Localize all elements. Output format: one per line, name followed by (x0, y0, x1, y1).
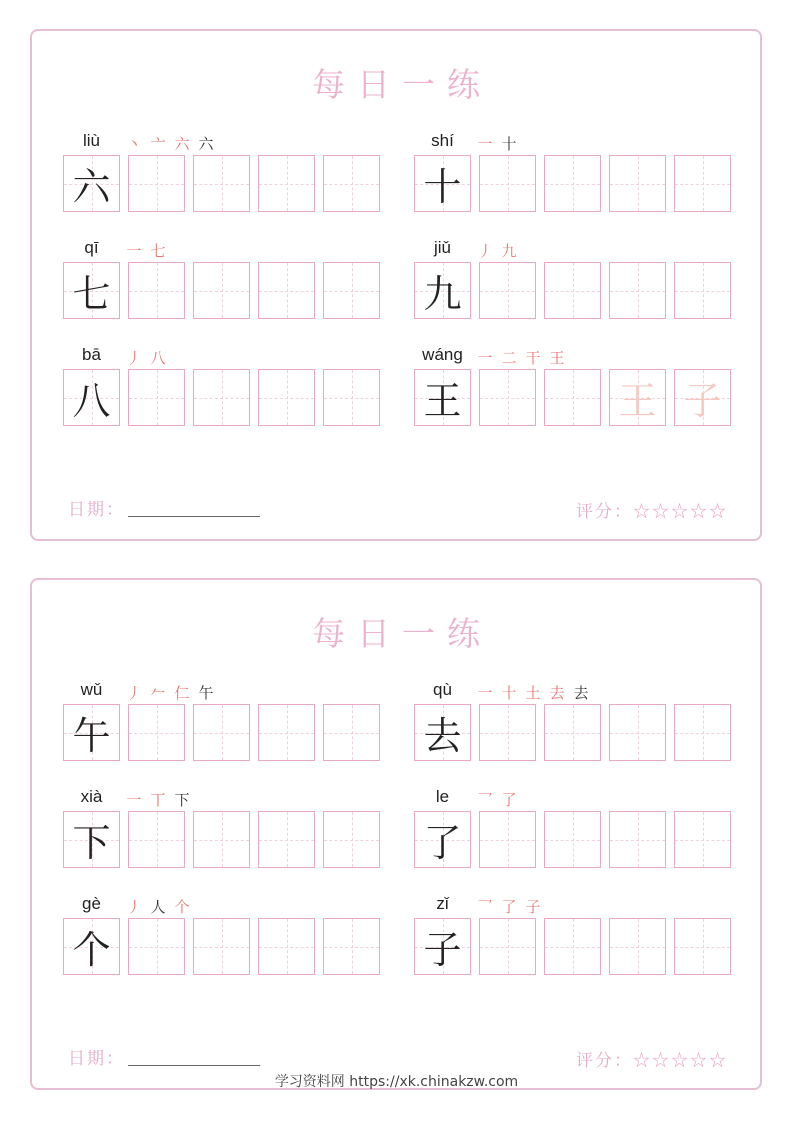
stroke-step: 了 (501, 898, 517, 916)
pinyin-label: qī (84, 238, 99, 257)
writing-grid (414, 811, 731, 868)
model-cell (63, 811, 120, 868)
model-cell (414, 918, 471, 975)
practice-cell[interactable] (128, 811, 185, 868)
stroke-step: 六 (198, 135, 214, 153)
practice-cell[interactable] (323, 155, 380, 212)
practice-cell[interactable] (193, 155, 250, 212)
writing-grid (63, 918, 380, 975)
stroke-step: 𠂉 (150, 684, 166, 702)
pinyin-label: wáng (422, 345, 463, 364)
model-character: 去 (423, 714, 462, 758)
practice-cell[interactable] (258, 918, 315, 975)
stroke-step: 土 (525, 684, 541, 702)
model-character: 六 (72, 165, 111, 209)
practice-cell[interactable] (258, 262, 315, 319)
model-character: 子 (423, 928, 462, 972)
practice-cell[interactable] (258, 704, 315, 761)
practice-cell[interactable] (479, 704, 536, 761)
practice-cell[interactable] (479, 262, 536, 319)
writing-grid (414, 918, 731, 975)
practice-cell[interactable] (323, 704, 380, 761)
stroke-step: 丅 (150, 791, 166, 809)
stroke-step: 丿 (126, 349, 142, 367)
stroke-step: 十 (501, 684, 517, 702)
pinyin-label: bā (82, 345, 101, 364)
writing-grid (414, 155, 731, 212)
model-character: 十 (423, 165, 462, 209)
model-character: 王 (423, 379, 462, 423)
model-character: 午 (72, 714, 111, 758)
practice-sheet-1 (30, 29, 762, 541)
practice-cell[interactable] (609, 918, 666, 975)
ghost-character: 王 (618, 379, 657, 423)
stroke-step: 丿 (126, 684, 142, 702)
pinyin-label: gè (82, 894, 101, 913)
practice-cell[interactable] (544, 704, 601, 761)
stroke-order (123, 680, 217, 702)
sheet-title: 每日一练 (312, 614, 492, 653)
stroke-order (474, 787, 520, 809)
stroke-step: 子 (525, 898, 541, 916)
practice-cell[interactable] (128, 918, 185, 975)
model-cell (63, 918, 120, 975)
score-area (576, 497, 728, 522)
practice-cell[interactable] (193, 918, 250, 975)
model-character: 九 (423, 272, 462, 316)
model-cell (414, 369, 471, 426)
stroke-step: 一 (477, 349, 493, 367)
star-rating[interactable]: ☆☆☆☆☆ (633, 502, 728, 522)
stroke-order (123, 238, 169, 260)
practice-cell[interactable] (193, 369, 250, 426)
writing-grid (63, 811, 380, 868)
star-rating[interactable]: ☆☆☆☆☆ (633, 1051, 728, 1071)
practice-cell[interactable] (544, 155, 601, 212)
stroke-step: 八 (150, 349, 166, 367)
model-character: 八 (72, 379, 111, 423)
practice-cell[interactable] (609, 811, 666, 868)
practice-cell[interactable] (479, 918, 536, 975)
stroke-order (123, 345, 169, 367)
practice-cell[interactable] (674, 704, 731, 761)
stroke-order (474, 894, 544, 916)
model-cell (414, 811, 471, 868)
practice-cell[interactable] (193, 811, 250, 868)
stroke-order (474, 345, 568, 367)
practice-cell[interactable] (258, 369, 315, 426)
stroke-order (474, 238, 520, 260)
model-character: 七 (72, 272, 111, 316)
ghost-character: 子 (683, 379, 722, 423)
practice-cell[interactable] (544, 262, 601, 319)
stroke-step: 午 (198, 684, 214, 702)
stroke-step: 一 (126, 242, 142, 260)
model-cell (414, 155, 471, 212)
pinyin-label: liù (82, 131, 100, 150)
model-cell (63, 155, 120, 212)
date-label: 日期： (68, 500, 125, 520)
pinyin-label: xià (80, 787, 103, 806)
stroke-step: 二 (501, 349, 517, 367)
practice-cell[interactable] (544, 811, 601, 868)
practice-cell[interactable] (544, 918, 601, 975)
practice-cell[interactable] (609, 369, 666, 426)
stroke-step: 九 (501, 242, 517, 260)
stroke-step: 亠 (150, 135, 166, 153)
practice-cell[interactable] (479, 811, 536, 868)
model-character: 个 (72, 928, 111, 972)
model-cell (63, 369, 120, 426)
stroke-step: 一 (477, 135, 493, 153)
stroke-order (474, 131, 520, 153)
practice-cell[interactable] (323, 918, 380, 975)
pinyin-label: jiǔ (433, 238, 451, 257)
stroke-step: 了 (501, 791, 517, 809)
stroke-step: 乛 (477, 791, 493, 809)
stroke-step: 七 (150, 242, 166, 260)
stroke-step: 丿 (477, 242, 493, 260)
practice-cell[interactable] (128, 704, 185, 761)
writing-grid (414, 262, 731, 319)
writing-grid (63, 262, 380, 319)
practice-cell[interactable] (609, 262, 666, 319)
model-cell (414, 262, 471, 319)
writing-grid (63, 155, 380, 212)
date-input-line[interactable] (128, 516, 260, 517)
stroke-step: 干 (525, 349, 541, 367)
sheet-title: 每日一练 (312, 65, 492, 104)
practice-cell[interactable] (479, 155, 536, 212)
practice-cell[interactable] (609, 155, 666, 212)
stroke-step: 丿 (126, 898, 142, 916)
practice-cell[interactable] (323, 369, 380, 426)
stroke-order (474, 680, 592, 702)
date-label: 日期： (68, 1049, 125, 1069)
writing-grid (414, 704, 731, 761)
model-cell (63, 704, 120, 761)
stroke-step: 丶 (126, 135, 142, 153)
model-character: 下 (72, 821, 111, 865)
stroke-order (123, 787, 193, 809)
stroke-step: 一 (126, 791, 142, 809)
practice-cell[interactable] (674, 811, 731, 868)
pinyin-label: le (435, 787, 450, 806)
practice-cell[interactable] (323, 262, 380, 319)
practice-cell[interactable] (193, 704, 250, 761)
stroke-step: 一 (477, 684, 493, 702)
stroke-step: 去 (549, 684, 565, 702)
model-cell (414, 704, 471, 761)
practice-cell[interactable] (674, 369, 731, 426)
model-cell (63, 262, 120, 319)
score-label: 评分： (576, 1051, 633, 1071)
stroke-step: 十 (501, 135, 517, 153)
practice-cell[interactable] (544, 369, 601, 426)
score-label: 评分： (576, 502, 633, 522)
score-area (576, 1046, 728, 1071)
stroke-step: 王 (549, 349, 565, 367)
stroke-step: 人 (150, 898, 166, 916)
writing-grid (414, 369, 731, 426)
practice-cell[interactable] (258, 811, 315, 868)
model-character: 了 (423, 821, 462, 865)
practice-cell[interactable] (609, 704, 666, 761)
stroke-order (123, 131, 217, 153)
pinyin-label: wǔ (80, 680, 103, 699)
practice-sheet-2 (30, 578, 762, 1090)
stroke-step: 乛 (477, 898, 493, 916)
practice-cell[interactable] (674, 918, 731, 975)
practice-cell[interactable] (128, 262, 185, 319)
stroke-step: 个 (174, 898, 190, 916)
watermark: 学习资料网 https://xk.chinakzw.com (274, 1074, 519, 1090)
pinyin-label: zǐ (436, 894, 449, 913)
stroke-step: 六 (174, 135, 190, 153)
stroke-step: 仁 (174, 684, 190, 702)
date-input-line[interactable] (128, 1065, 260, 1066)
writing-grid (63, 704, 380, 761)
practice-cell[interactable] (674, 262, 731, 319)
practice-cell[interactable] (128, 369, 185, 426)
stroke-step: 下 (174, 791, 190, 809)
stroke-order (123, 894, 193, 916)
practice-cell[interactable] (479, 369, 536, 426)
practice-cell[interactable] (674, 155, 731, 212)
practice-cell[interactable] (193, 262, 250, 319)
pinyin-label: shí (431, 131, 454, 150)
stroke-step: 去 (573, 684, 589, 702)
practice-cell[interactable] (258, 155, 315, 212)
practice-cell[interactable] (128, 155, 185, 212)
practice-cell[interactable] (323, 811, 380, 868)
writing-grid (63, 369, 380, 426)
pinyin-label: qù (433, 680, 452, 699)
